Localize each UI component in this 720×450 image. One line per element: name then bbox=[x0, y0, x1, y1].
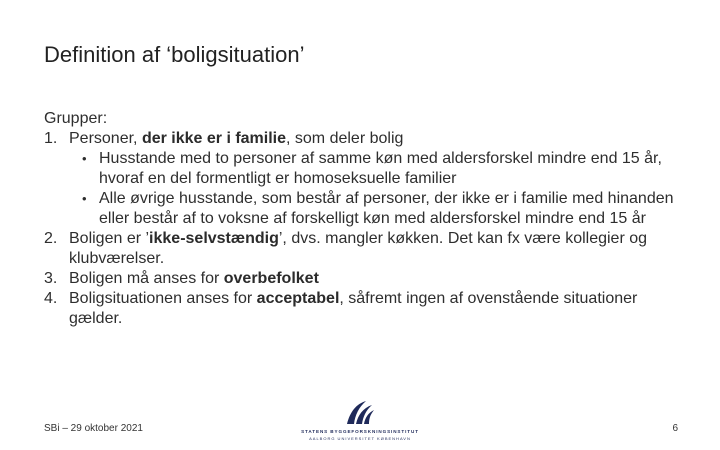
item-number: 1. bbox=[44, 130, 58, 147]
wave-logo-icon bbox=[344, 398, 376, 426]
sub-bullet-item bbox=[44, 189, 684, 229]
item-text: Boligen må anses for bbox=[69, 270, 224, 287]
slide-title: Definition af ‘boligsituation’ bbox=[44, 42, 305, 67]
list-item-3 bbox=[44, 269, 684, 289]
item-bold-text: ikke-selvstændig bbox=[149, 230, 279, 247]
sub-bullet-text: Alle øvrige husstande, som består af personer, der ikke er i familie med hinanden eller består af to voksne af forskelligt køn med aldersforskel mindre end 15 år bbox=[99, 190, 674, 227]
item-text: Boligen er ’ bbox=[69, 230, 150, 247]
logo-text-line2: AALBORG UNIVERSITET KØBENHAVN bbox=[309, 436, 411, 441]
item-text: , såfremt ingen af ovenstående situationer gælder. bbox=[69, 290, 638, 327]
item-text: , som deler bolig bbox=[286, 130, 404, 147]
institute-logo bbox=[298, 398, 422, 442]
footer-date: SBi – 29 oktober 2021 bbox=[44, 423, 143, 434]
sub-bullet-item bbox=[44, 149, 684, 189]
list-item-4 bbox=[44, 289, 684, 329]
item-bold-text: acceptabel bbox=[256, 290, 340, 307]
bullet-icon: • bbox=[82, 191, 87, 206]
list-item-2 bbox=[44, 229, 684, 269]
item-number: 3. bbox=[44, 270, 58, 287]
item-number: 2. bbox=[44, 230, 58, 247]
intro-label: Grupper: bbox=[44, 110, 108, 127]
item-bold-text: der ikke er i familie bbox=[141, 130, 287, 147]
item-bold-text: overbefolket bbox=[223, 270, 319, 287]
bullet-icon: • bbox=[82, 151, 87, 166]
logo-text-line1: STATENS BYGGEFORSKNINGSINSTITUT bbox=[301, 429, 419, 434]
slide-body bbox=[44, 109, 684, 329]
item-text: Personer, bbox=[69, 130, 142, 147]
sub-bullet-text: Husstande med to personer af samme køn med aldersforskel mindre end 15 år, hvoraf en del formentligt er homoseksuelle familier bbox=[99, 150, 662, 187]
page-number: 6 bbox=[672, 423, 678, 434]
item-text: Boligsituationen anses for bbox=[69, 290, 257, 307]
list-item-1 bbox=[44, 129, 684, 149]
item-number: 4. bbox=[44, 290, 58, 307]
item-text: ’, dvs. mangler køkken. Det kan fx være kollegier og klubværelser. bbox=[69, 230, 648, 267]
